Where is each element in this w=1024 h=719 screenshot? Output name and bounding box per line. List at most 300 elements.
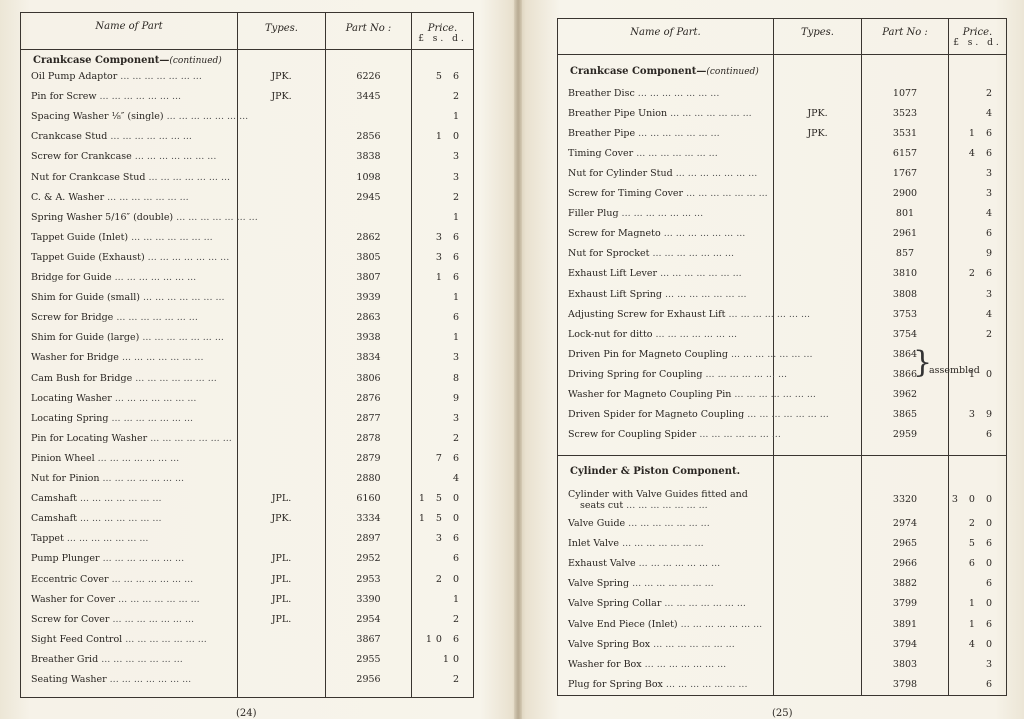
- part-price: 8: [452, 372, 463, 384]
- part-type: JPL.: [271, 493, 292, 505]
- part-name-text: Screw for Coupling Spider: [568, 428, 697, 440]
- leader-dots: ... ... ... ... ... ... ...: [99, 553, 185, 565]
- part-name: [31, 549, 233, 569]
- leader-dots: ... ... ... ... ... ... ...: [625, 518, 710, 529]
- part-price: 2: [452, 191, 463, 203]
- part-name: [568, 675, 769, 695]
- part-number: 3882: [892, 578, 918, 590]
- table-row: [558, 244, 1006, 264]
- part-name: [31, 670, 233, 690]
- part-name-text: Washer for Box: [568, 658, 642, 670]
- part-name-text: Tappet: [31, 533, 64, 545]
- part-price: 1 5 0: [418, 513, 463, 525]
- section-title-cylinder: Cylinder & Piston Component.: [570, 466, 741, 477]
- part-number: 3445: [356, 91, 381, 103]
- part-name-text: Pinion Wheel: [31, 452, 95, 464]
- part-type: JPK.: [807, 108, 828, 120]
- leader-dots: ... ... ... ... ... ... ...: [107, 131, 192, 143]
- part-type: JPL.: [271, 613, 292, 625]
- part-name-text: Nut for Cylinder Stud: [568, 168, 673, 180]
- leader-dots: ... ... ... ... ... ... ...: [140, 292, 225, 304]
- section-title: Crankcase Component—(continued): [570, 66, 759, 77]
- table-row: [21, 630, 473, 650]
- table-row: [21, 348, 473, 368]
- part-name: [31, 127, 233, 147]
- part-name-text: Screw for Bridge: [31, 312, 114, 324]
- part-name-text: Washer for Cover: [31, 593, 116, 605]
- part-number: 3803: [892, 658, 918, 670]
- part-price: 2: [452, 674, 463, 685]
- part-number: 3838: [356, 151, 381, 163]
- part-name-text: Sight Feed Control: [31, 633, 123, 645]
- part-number: 6157: [892, 148, 918, 160]
- part-price: 3: [985, 288, 996, 300]
- part-name-text: Oil Pump Adaptor: [31, 71, 118, 82]
- header-price: Price.: [427, 23, 458, 34]
- part-price: 6 0: [968, 558, 996, 570]
- part-name-text: Washer for Magneto Coupling Pin: [568, 388, 732, 400]
- part-name: [31, 208, 258, 228]
- table-row: [558, 264, 1006, 284]
- part-name: [31, 509, 233, 529]
- part-price: 4: [985, 308, 996, 320]
- header-price-units: £ s. d.: [953, 38, 1002, 48]
- part-price: 3 9: [968, 408, 996, 420]
- table-row: [21, 529, 473, 549]
- part-number: 3864: [892, 348, 918, 360]
- part-name: [31, 308, 233, 328]
- part-number: 2897: [356, 533, 381, 545]
- leader-dots: ... ... ... ... ... ... ...: [731, 388, 816, 400]
- part-number: 1767: [892, 168, 918, 180]
- part-price: 3 6: [435, 533, 463, 545]
- leader-dots: ... ... ... ... ... ... ...: [661, 288, 747, 300]
- leader-dots: ... ... ... ... ... ... ...: [132, 372, 217, 384]
- part-name-text: Screw for Magneto: [568, 228, 661, 240]
- part-name-text: Breather Pipe Union: [568, 108, 668, 120]
- table-row: [558, 405, 1006, 425]
- part-name: [568, 144, 769, 164]
- table-row: [558, 325, 1006, 345]
- table-row: [21, 268, 473, 288]
- table-row: [21, 168, 473, 188]
- part-name-text: Valve End Piece (Inlet): [568, 618, 678, 630]
- leader-dots: ... ... ... ... ... ... ...: [113, 312, 198, 324]
- part-name-text: Cam Bush for Bridge: [31, 372, 133, 384]
- part-type: JPK.: [271, 513, 292, 525]
- part-name: [31, 288, 233, 308]
- part-price: 1 0: [968, 598, 996, 610]
- section-title-text: Crankcase Component: [33, 55, 160, 66]
- part-name-text: Driven Pin for Magneto Coupling: [568, 348, 728, 360]
- part-name: [568, 635, 769, 655]
- part-name-text: Pin for Screw: [31, 91, 97, 103]
- part-price: 3: [985, 168, 996, 180]
- part-name-text-continued: seats cut: [580, 500, 624, 511]
- part-name-text: Breather Grid: [31, 653, 99, 665]
- part-name-text: Screw for Crankcase: [31, 151, 132, 163]
- table-row: [21, 650, 473, 670]
- header-divider: [21, 49, 473, 50]
- part-number: 2863: [356, 312, 381, 324]
- part-price: 1 6: [968, 618, 996, 630]
- part-number: 1098: [356, 171, 381, 183]
- table-row: [21, 409, 473, 429]
- table-row: [21, 87, 473, 107]
- leader-dots: ... ... ... ... ... ... ...: [104, 191, 189, 203]
- leader-dots: ... ... ... ... ... ... ...: [94, 452, 180, 464]
- header-types: Types.: [265, 23, 298, 34]
- part-name: [568, 124, 769, 144]
- part-number: 801: [895, 208, 915, 220]
- part-name: [31, 107, 249, 127]
- part-price: 2 0: [968, 518, 996, 529]
- part-name-text: Driving Spring for Coupling: [568, 368, 703, 380]
- leader-dots: ... ... ... ... ... ... ...: [147, 432, 232, 444]
- part-number: 2878: [356, 432, 381, 444]
- section-title-text: Crankcase Component: [570, 66, 697, 77]
- leader-dots: ... ... ... ... ... ... ...: [635, 558, 721, 570]
- part-name: [568, 534, 769, 554]
- part-number: 2974: [892, 518, 918, 529]
- part-number: 2961: [892, 228, 918, 240]
- part-name-text: Camshaft: [31, 493, 77, 505]
- part-price: 6: [985, 228, 996, 240]
- leader-dots: ... ... ... ... ... ... ...: [76, 493, 162, 505]
- part-name: [568, 594, 769, 614]
- part-price: 9: [452, 392, 463, 404]
- part-name-text: Valve Guide: [568, 518, 626, 529]
- table-row: [21, 107, 473, 127]
- part-name-text: Spring Washer 5/16″ (double): [31, 211, 174, 223]
- part-name: [31, 168, 233, 188]
- leader-dots: ... ... ... ... ... ... ...: [683, 188, 768, 200]
- part-price: 2: [452, 91, 463, 103]
- table-row: [558, 655, 1006, 675]
- part-number: 3390: [356, 593, 381, 605]
- part-number: 3753: [892, 308, 918, 320]
- part-type: JPK.: [807, 128, 828, 140]
- part-number: 3754: [892, 328, 918, 340]
- part-name-text: Seating Washer: [31, 674, 107, 685]
- table-row: [21, 489, 473, 509]
- leader-dots: ... ... ... ... ... ... ...: [677, 618, 763, 630]
- table-row: [558, 224, 1006, 244]
- part-name: [31, 389, 233, 409]
- part-price: 4: [985, 108, 996, 120]
- leader-dots: ... ... ... ... ... ... ...: [649, 248, 734, 260]
- table-row: [21, 610, 473, 630]
- table-row: [21, 228, 473, 248]
- part-price: 1: [452, 111, 463, 123]
- part-number: 3808: [892, 288, 918, 300]
- part-price: 4: [985, 208, 996, 220]
- part-price: 3: [452, 412, 463, 424]
- part-number: 3531: [892, 128, 918, 140]
- leader-dots: ... ... ... ... ... ... ...: [111, 272, 197, 283]
- header-part-no: Part No :: [882, 27, 928, 38]
- table-row: [21, 570, 473, 590]
- part-price: 3: [452, 151, 463, 163]
- table-row: [21, 188, 473, 208]
- part-name-text: Camshaft: [31, 513, 77, 525]
- table-row: [558, 84, 1006, 104]
- leader-dots: ... ... ... ... ... ... ...: [108, 573, 194, 585]
- part-number: 2862: [356, 231, 381, 243]
- header-price-units: £ s. d.: [418, 34, 467, 44]
- part-number: 3810: [892, 268, 918, 280]
- part-name: [568, 345, 813, 365]
- table-row: [21, 389, 473, 409]
- part-name: [568, 264, 769, 284]
- table-row: [558, 514, 1006, 534]
- part-price: 2 6: [968, 268, 996, 280]
- part-price: 1: [452, 211, 463, 223]
- part-name: [568, 365, 788, 385]
- leader-dots: ... ... ... ... ... ... ...: [118, 352, 204, 364]
- leader-dots: ... ... ... ... ... ... ...: [144, 251, 230, 263]
- leader-dots: ... ... ... ... ... ... ...: [652, 328, 738, 340]
- leader-dots: ... ... ... ... ... ... ...: [725, 308, 811, 320]
- leader-dots: ... ... ... ... ... ... ...: [115, 593, 200, 605]
- part-price: 4 0: [968, 638, 996, 650]
- part-name-text: Exhaust Valve: [568, 558, 636, 570]
- assembled-brace: }: [913, 345, 933, 380]
- part-price: 3 6: [435, 251, 463, 263]
- leader-dots: ... ... ... ... ... ... ...: [623, 500, 708, 511]
- leader-dots: ... ... ... ... ... ... ...: [635, 128, 720, 140]
- leader-dots: ... ... ... ... ... ... ...: [660, 228, 746, 240]
- part-number: 2880: [356, 473, 381, 484]
- part-name: [568, 574, 769, 594]
- leader-dots: ... ... ... ... ... ... ...: [63, 533, 149, 545]
- part-name: [31, 610, 233, 630]
- left-parts-table: [20, 12, 474, 698]
- part-number: 3806: [356, 372, 381, 384]
- part-price: 10 6: [425, 633, 463, 645]
- part-number: 1077: [892, 88, 918, 99]
- leader-dots: ... ... ... ... ... ... ...: [128, 231, 213, 243]
- table-row: [558, 184, 1006, 204]
- header-name-of-part: Name of Part: [95, 21, 163, 32]
- part-number: 3938: [356, 332, 381, 344]
- header-types: Types.: [801, 27, 834, 38]
- part-price: 4: [452, 473, 463, 484]
- part-price: 2: [985, 88, 996, 99]
- part-number: 3891: [892, 618, 918, 630]
- part-name-text: Plug for Spring Box: [568, 678, 663, 690]
- part-price: 6: [985, 578, 996, 590]
- table-row: [558, 574, 1006, 594]
- header-divider: [558, 54, 1006, 55]
- part-price: 2: [452, 432, 463, 444]
- part-number: 2879: [356, 452, 381, 464]
- part-name-text: Nut for Crankcase Stud: [31, 171, 146, 183]
- part-name: [568, 224, 769, 244]
- part-number: 2966: [892, 558, 918, 570]
- leader-dots: ... ... ... ... ... ... ...: [139, 332, 224, 344]
- part-name-text: Valve Spring: [568, 578, 630, 590]
- part-number: 2900: [892, 188, 918, 200]
- leader-dots: ... ... ... ... ... ... ...: [76, 513, 162, 525]
- part-name-text: Tappet Guide (Inlet): [31, 231, 129, 243]
- table-row: [21, 248, 473, 268]
- part-price: 3 0 0: [951, 494, 996, 505]
- part-name: [31, 228, 233, 248]
- part-number: 3523: [892, 108, 918, 120]
- part-name-text: Exhaust Lift Lever: [568, 268, 658, 280]
- leader-dots: ... ... ... ... ... ... ...: [696, 428, 781, 440]
- table-row: [558, 285, 1006, 305]
- part-name: [31, 449, 233, 469]
- part-number: 3799: [892, 598, 918, 610]
- table-row: [21, 509, 473, 529]
- table-row: [21, 429, 473, 449]
- part-price: 6: [985, 428, 996, 440]
- part-name-text: Adjusting Screw for Exhaust Lift: [568, 308, 726, 320]
- part-number: 3866: [892, 368, 918, 380]
- part-price: 6: [452, 312, 463, 324]
- table-row: [21, 449, 473, 469]
- part-name: [568, 615, 769, 635]
- table-row: [21, 590, 473, 610]
- table-row: [21, 147, 473, 167]
- part-name: [568, 285, 769, 305]
- part-name-text: Screw for Timing Cover: [568, 188, 684, 200]
- part-name: [31, 590, 233, 610]
- table-row: [558, 425, 1006, 445]
- part-number: 2955: [356, 653, 381, 665]
- leader-dots: ... ... ... ... ... ... ...: [117, 71, 202, 82]
- part-name-text: Nut for Sprocket: [568, 248, 650, 260]
- part-name-text: Tappet Guide (Exhaust): [31, 251, 145, 263]
- part-price: 10: [442, 653, 463, 665]
- part-name: [31, 369, 233, 389]
- section-note: (continued): [706, 67, 759, 77]
- part-price: 3: [985, 658, 996, 670]
- part-number: 3334: [356, 513, 381, 525]
- part-name-text: C. & A. Washer: [31, 191, 105, 203]
- part-number: 2959: [892, 428, 918, 440]
- part-name: [31, 409, 233, 429]
- part-price: 2: [985, 328, 996, 340]
- part-name-text: Eccentric Cover: [31, 573, 109, 585]
- leader-dots: ... ... ... ... ... ... ...: [619, 538, 704, 550]
- table-row: [21, 670, 473, 690]
- page-gutter: [514, 0, 522, 719]
- section-title: Crankcase Component—(continued): [33, 55, 222, 66]
- leader-dots: ... ... ... ... ... ... ...: [662, 678, 748, 690]
- part-name-text: Screw for Cover: [31, 613, 110, 625]
- part-name: [568, 325, 769, 345]
- part-name: [568, 655, 769, 675]
- leader-dots: ... ... ... ... ... ... ...: [634, 88, 720, 99]
- part-name: [31, 147, 233, 167]
- table-row: [558, 554, 1006, 574]
- part-type: JPK.: [271, 91, 292, 103]
- part-name-text: Valve Spring Collar: [568, 598, 662, 610]
- table-row: [558, 635, 1006, 655]
- table-row: [558, 204, 1006, 224]
- leader-dots: ... ... ... ... ... ... ...: [661, 598, 746, 610]
- leader-dots: ... ... ... ... ... ... ...: [727, 348, 813, 360]
- part-name: [31, 328, 233, 348]
- part-name: [568, 489, 769, 511]
- part-type: JPL.: [271, 593, 292, 605]
- part-name: [568, 425, 781, 445]
- part-name-text: Nut for Pinion: [31, 473, 100, 484]
- leader-dots: ... ... ... ... ... ... ...: [98, 653, 183, 665]
- part-name-text: Timing Cover: [568, 148, 634, 160]
- part-number: 3794: [892, 638, 918, 650]
- part-price: 1: [452, 332, 463, 344]
- part-price: 3: [452, 352, 463, 364]
- part-number: 6226: [356, 71, 381, 82]
- part-name-text: Bridge for Guide: [31, 272, 112, 283]
- part-name-text: Shim for Guide (large): [31, 332, 140, 344]
- table-row: [21, 127, 473, 147]
- part-name-text: Shim for Guide (small): [31, 292, 140, 304]
- table-row: [21, 549, 473, 569]
- part-name: [31, 570, 233, 590]
- leader-dots: ... ... ... ... ... ... ...: [657, 268, 742, 280]
- part-number: 3834: [356, 352, 381, 364]
- leader-dots: ... ... ... ... ... ... ...: [163, 111, 249, 123]
- leader-dots: ... ... ... ... ... ... ...: [629, 578, 714, 590]
- part-number: 2965: [892, 538, 918, 550]
- part-price: 2: [452, 613, 463, 625]
- part-price: 7 6: [435, 452, 463, 464]
- part-name: [568, 244, 769, 264]
- part-name-text: Cylinder with Valve Guides fitted and: [568, 489, 748, 500]
- leader-dots: ... ... ... ... ... ... ...: [672, 168, 758, 180]
- part-name: [31, 248, 233, 268]
- part-name: [568, 405, 829, 425]
- part-name-text: Breather Disc: [568, 88, 635, 99]
- section-note: (continued): [169, 56, 222, 66]
- part-name-text: Exhaust Lift Spring: [568, 288, 662, 300]
- part-number: 2876: [356, 392, 381, 404]
- part-number: 2954: [356, 613, 381, 625]
- leader-dots: ... ... ... ... ... ... ...: [618, 208, 704, 220]
- right-parts-table: [557, 18, 1007, 696]
- table-row: [558, 124, 1006, 144]
- table-row: [21, 369, 473, 389]
- table-row: [21, 469, 473, 489]
- part-price: 1 6: [435, 272, 463, 283]
- part-price: 9: [985, 248, 996, 260]
- part-number: 3805: [356, 251, 381, 263]
- part-name: [568, 305, 811, 325]
- leader-dots: ... ... ... ... ... ... ...: [173, 211, 258, 223]
- part-name-text: Crankcase Stud: [31, 131, 108, 143]
- table-row: [558, 675, 1006, 695]
- part-name: [31, 348, 233, 368]
- page-number-left: (24): [236, 708, 257, 719]
- part-price: 4 6: [968, 148, 996, 160]
- part-type: JPL.: [271, 573, 292, 585]
- part-name: [31, 188, 233, 208]
- table-row: [21, 328, 473, 348]
- part-name: [31, 87, 233, 107]
- part-price: 3 6: [435, 231, 463, 243]
- table-row: [558, 164, 1006, 184]
- part-name: [568, 385, 816, 405]
- table-row: [558, 345, 1006, 365]
- part-number: 3320: [892, 494, 918, 505]
- leader-dots: ... ... ... ... ... ... ...: [122, 633, 207, 645]
- part-name-text: Filler Plug: [568, 208, 619, 220]
